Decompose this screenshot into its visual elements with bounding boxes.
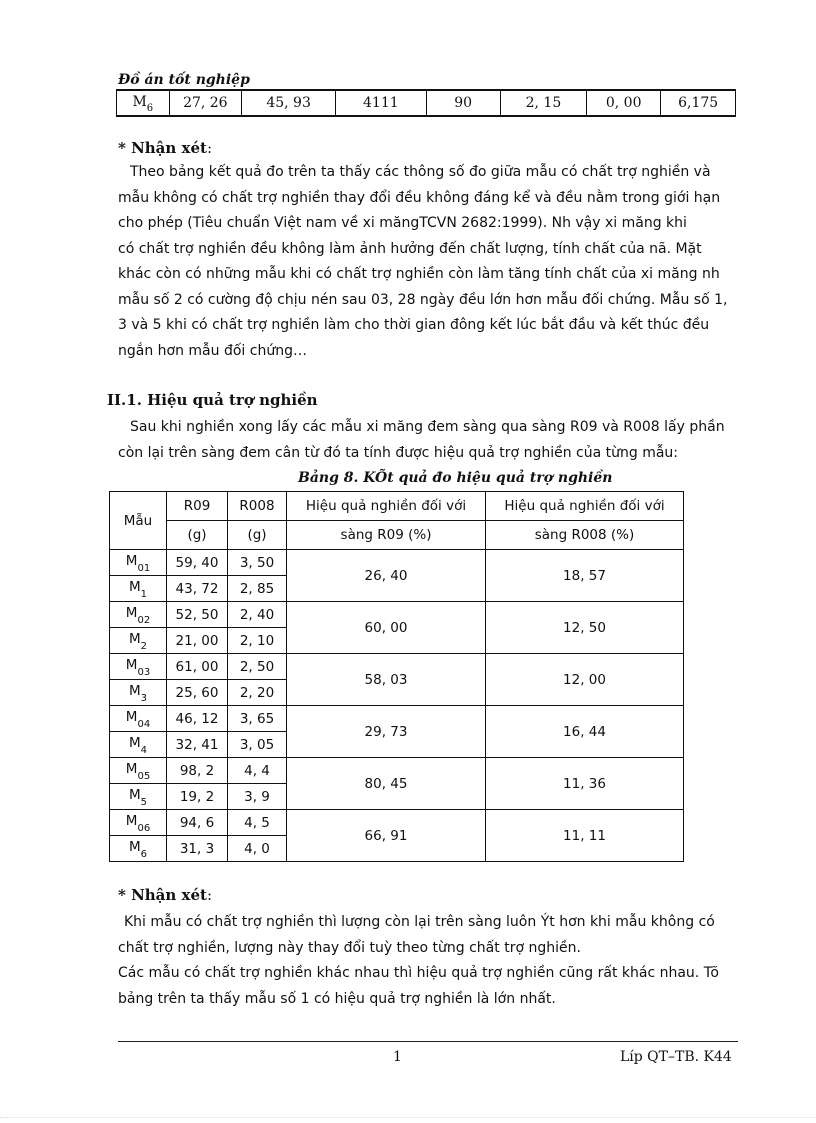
sample-cell: $M_{03}$: [110, 654, 167, 680]
sample-cell: $M_{04}$: [110, 706, 167, 732]
header-eff-r09: Hiệu quả nghiền đối với: [287, 492, 486, 521]
table-header-row: [110, 492, 684, 521]
header-eff-r09-unit: sàng R09 (%): [287, 521, 486, 550]
continued-table-row: [116, 89, 736, 117]
text-line: chất trợ nghiền, lượng này thay đổi tuỳ theo từng chất trợ nghiền.: [118, 939, 581, 956]
r008-cell: 3, 05: [228, 732, 287, 758]
sample-cell: $M_1$: [110, 576, 167, 602]
text-line: 3 và 5 khi có chất trợ nghiền làm cho thời gian đông kết lúc bắt đầu và kết thúc đều: [118, 317, 710, 333]
r008-cell: 3, 65: [228, 706, 287, 732]
page-number: 1: [393, 1049, 402, 1065]
text-line: mẫu không có chất trợ nghiền thay đổi đều không đáng kể và đều nằm trong giới hạn: [118, 189, 721, 206]
table-cell: 0, 00: [587, 90, 661, 116]
note-title: * Nhận xét:: [118, 886, 213, 904]
eff-r008-cell: 18, 57: [486, 550, 684, 602]
text-line: Khi mẫu có chất trợ nghiền thì lượng còn lại trên sàng luôn Ýt hơn khi mẫu không có: [124, 914, 715, 930]
table-row: [110, 706, 684, 732]
eff-r09-cell: 29, 73: [287, 706, 486, 758]
header-r008: R008: [228, 492, 287, 521]
table-cell: 4111: [336, 90, 426, 116]
r008-cell: 2, 10: [228, 628, 287, 654]
table-cell: 27, 26: [169, 90, 241, 116]
table-row: [110, 654, 684, 680]
text-line: có chất trợ nghiền đều không làm ảnh hưởng đến chất lượng, tính chất của nã. Mặt: [118, 240, 702, 257]
sample-cell: $M_{02}$: [110, 602, 167, 628]
table-row: [110, 810, 684, 836]
eff-r09-cell: 26, 40: [287, 550, 486, 602]
header-r008-unit: (g): [228, 521, 287, 550]
table-row: [110, 758, 684, 784]
text-line: cho phép (Tiêu chuẩn Việt nam về xi măngTCVN 2682:1999). Nh vậy xi măng khi: [118, 215, 687, 231]
r09-cell: 32, 41: [167, 732, 228, 758]
eff-r09-cell: 58, 03: [287, 654, 486, 706]
header-title: Đồ án tốt nghiệp: [118, 72, 250, 88]
r008-cell: 2, 50: [228, 654, 287, 680]
eff-r008-cell: 12, 50: [486, 602, 684, 654]
sample-cell: $M_5$: [110, 784, 167, 810]
eff-r008-cell: 11, 11: [486, 810, 684, 862]
table-cell: 6,175: [661, 90, 736, 116]
header-eff-r008: Hiệu quả nghiền đối với: [486, 492, 684, 521]
r008-cell: 2, 85: [228, 576, 287, 602]
eff-r008-cell: 11, 36: [486, 758, 684, 810]
sample-cell: $M_{05}$: [110, 758, 167, 784]
r09-cell: 19, 2: [167, 784, 228, 810]
eff-r09-cell: 66, 91: [287, 810, 486, 862]
sample-cell: $M_{06}$: [110, 810, 167, 836]
table-header-row: [110, 521, 684, 550]
r09-cell: 46, 12: [167, 706, 228, 732]
text-line: còn lại trên sàng đem cân từ đó ta tính được hiệu quả trợ nghiền của từng mẫu:: [118, 444, 679, 461]
eff-r008-cell: 12, 00: [486, 654, 684, 706]
table-cell: 90: [426, 90, 500, 116]
header-eff-r008-unit: sàng R008 (%): [486, 521, 684, 550]
table-cell: 45, 93: [242, 90, 336, 116]
sample-cell: $M_4$: [110, 732, 167, 758]
sample-cell: $M_6$: [110, 836, 167, 862]
footer-divider: [118, 1041, 738, 1042]
header-r09: R09: [167, 492, 228, 521]
header-r09-unit: (g): [167, 521, 228, 550]
text-line: Theo bảng kết quả đo trên ta thấy các thông số đo giữa mẫu có chất trợ nghiền và: [130, 164, 711, 180]
text-line: ngắn hơn mẫu đối chứng…: [118, 342, 307, 359]
r09-cell: 25, 60: [167, 680, 228, 706]
r008-cell: 4, 5: [228, 810, 287, 836]
sample-cell: $M_2$: [110, 628, 167, 654]
table-row: [110, 602, 684, 628]
r09-cell: 31, 3: [167, 836, 228, 862]
text-line: khác còn có những mẫu khi có chất trợ nghiền còn làm tăng tính chất của xi măng nh: [118, 266, 720, 282]
section-paragraph: [118, 415, 738, 466]
table-row: [110, 550, 684, 576]
table-cell: 2, 15: [500, 90, 586, 116]
r008-cell: 4, 0: [228, 836, 287, 862]
sample-cell: $M_6$: [117, 90, 170, 116]
eff-r008-cell: 16, 44: [486, 706, 684, 758]
table-caption: Bảng 8. KÕt quả đo hiệu quả trợ nghiền: [298, 470, 613, 486]
efficiency-table: [109, 491, 684, 862]
sample-cell: $M_3$: [110, 680, 167, 706]
section-title: II.1. Hiệu quả trợ nghiền: [107, 391, 318, 409]
text-line: Sau khi nghiền xong lấy các mẫu xi măng đem sàng qua sàng R09 và R008 lấy phần: [130, 419, 725, 435]
r09-cell: 98, 2: [167, 758, 228, 784]
r09-cell: 43, 72: [167, 576, 228, 602]
r09-cell: 21, 00: [167, 628, 228, 654]
r008-cell: 3, 50: [228, 550, 287, 576]
r008-cell: 3, 9: [228, 784, 287, 810]
r008-cell: 4, 4: [228, 758, 287, 784]
r008-cell: 2, 20: [228, 680, 287, 706]
r09-cell: 61, 00: [167, 654, 228, 680]
header-sample: Mẫu: [110, 492, 167, 550]
text-line: Các mẫu có chất trợ nghiền khác nhau thì hiệu quả trợ nghiền cũng rất khác nhau. Tõ: [118, 965, 719, 981]
eff-r09-cell: 80, 45: [287, 758, 486, 810]
r09-cell: 52, 50: [167, 602, 228, 628]
eff-r09-cell: 60, 00: [287, 602, 486, 654]
page-edge-divider: [0, 1117, 816, 1118]
note-paragraph: [118, 160, 738, 364]
r09-cell: 94, 6: [167, 810, 228, 836]
text-line: mẫu số 2 có cường độ chịu nén sau 03, 28 ngày đều lớn hơn mẫu đối chứng. Mẫu số 1,: [118, 291, 728, 308]
r09-cell: 59, 40: [167, 550, 228, 576]
sample-cell: $M_{01}$: [110, 550, 167, 576]
r008-cell: 2, 40: [228, 602, 287, 628]
note-paragraph: [118, 910, 738, 1012]
footer-class-label: Líp QT–TB. K44: [620, 1049, 732, 1065]
note-title: * Nhận xét:: [118, 139, 213, 157]
text-line: bảng trên ta thấy mẫu số 1 có hiệu quả trợ nghiền là lớn nhất.: [118, 990, 556, 1007]
table-row: [117, 90, 736, 116]
